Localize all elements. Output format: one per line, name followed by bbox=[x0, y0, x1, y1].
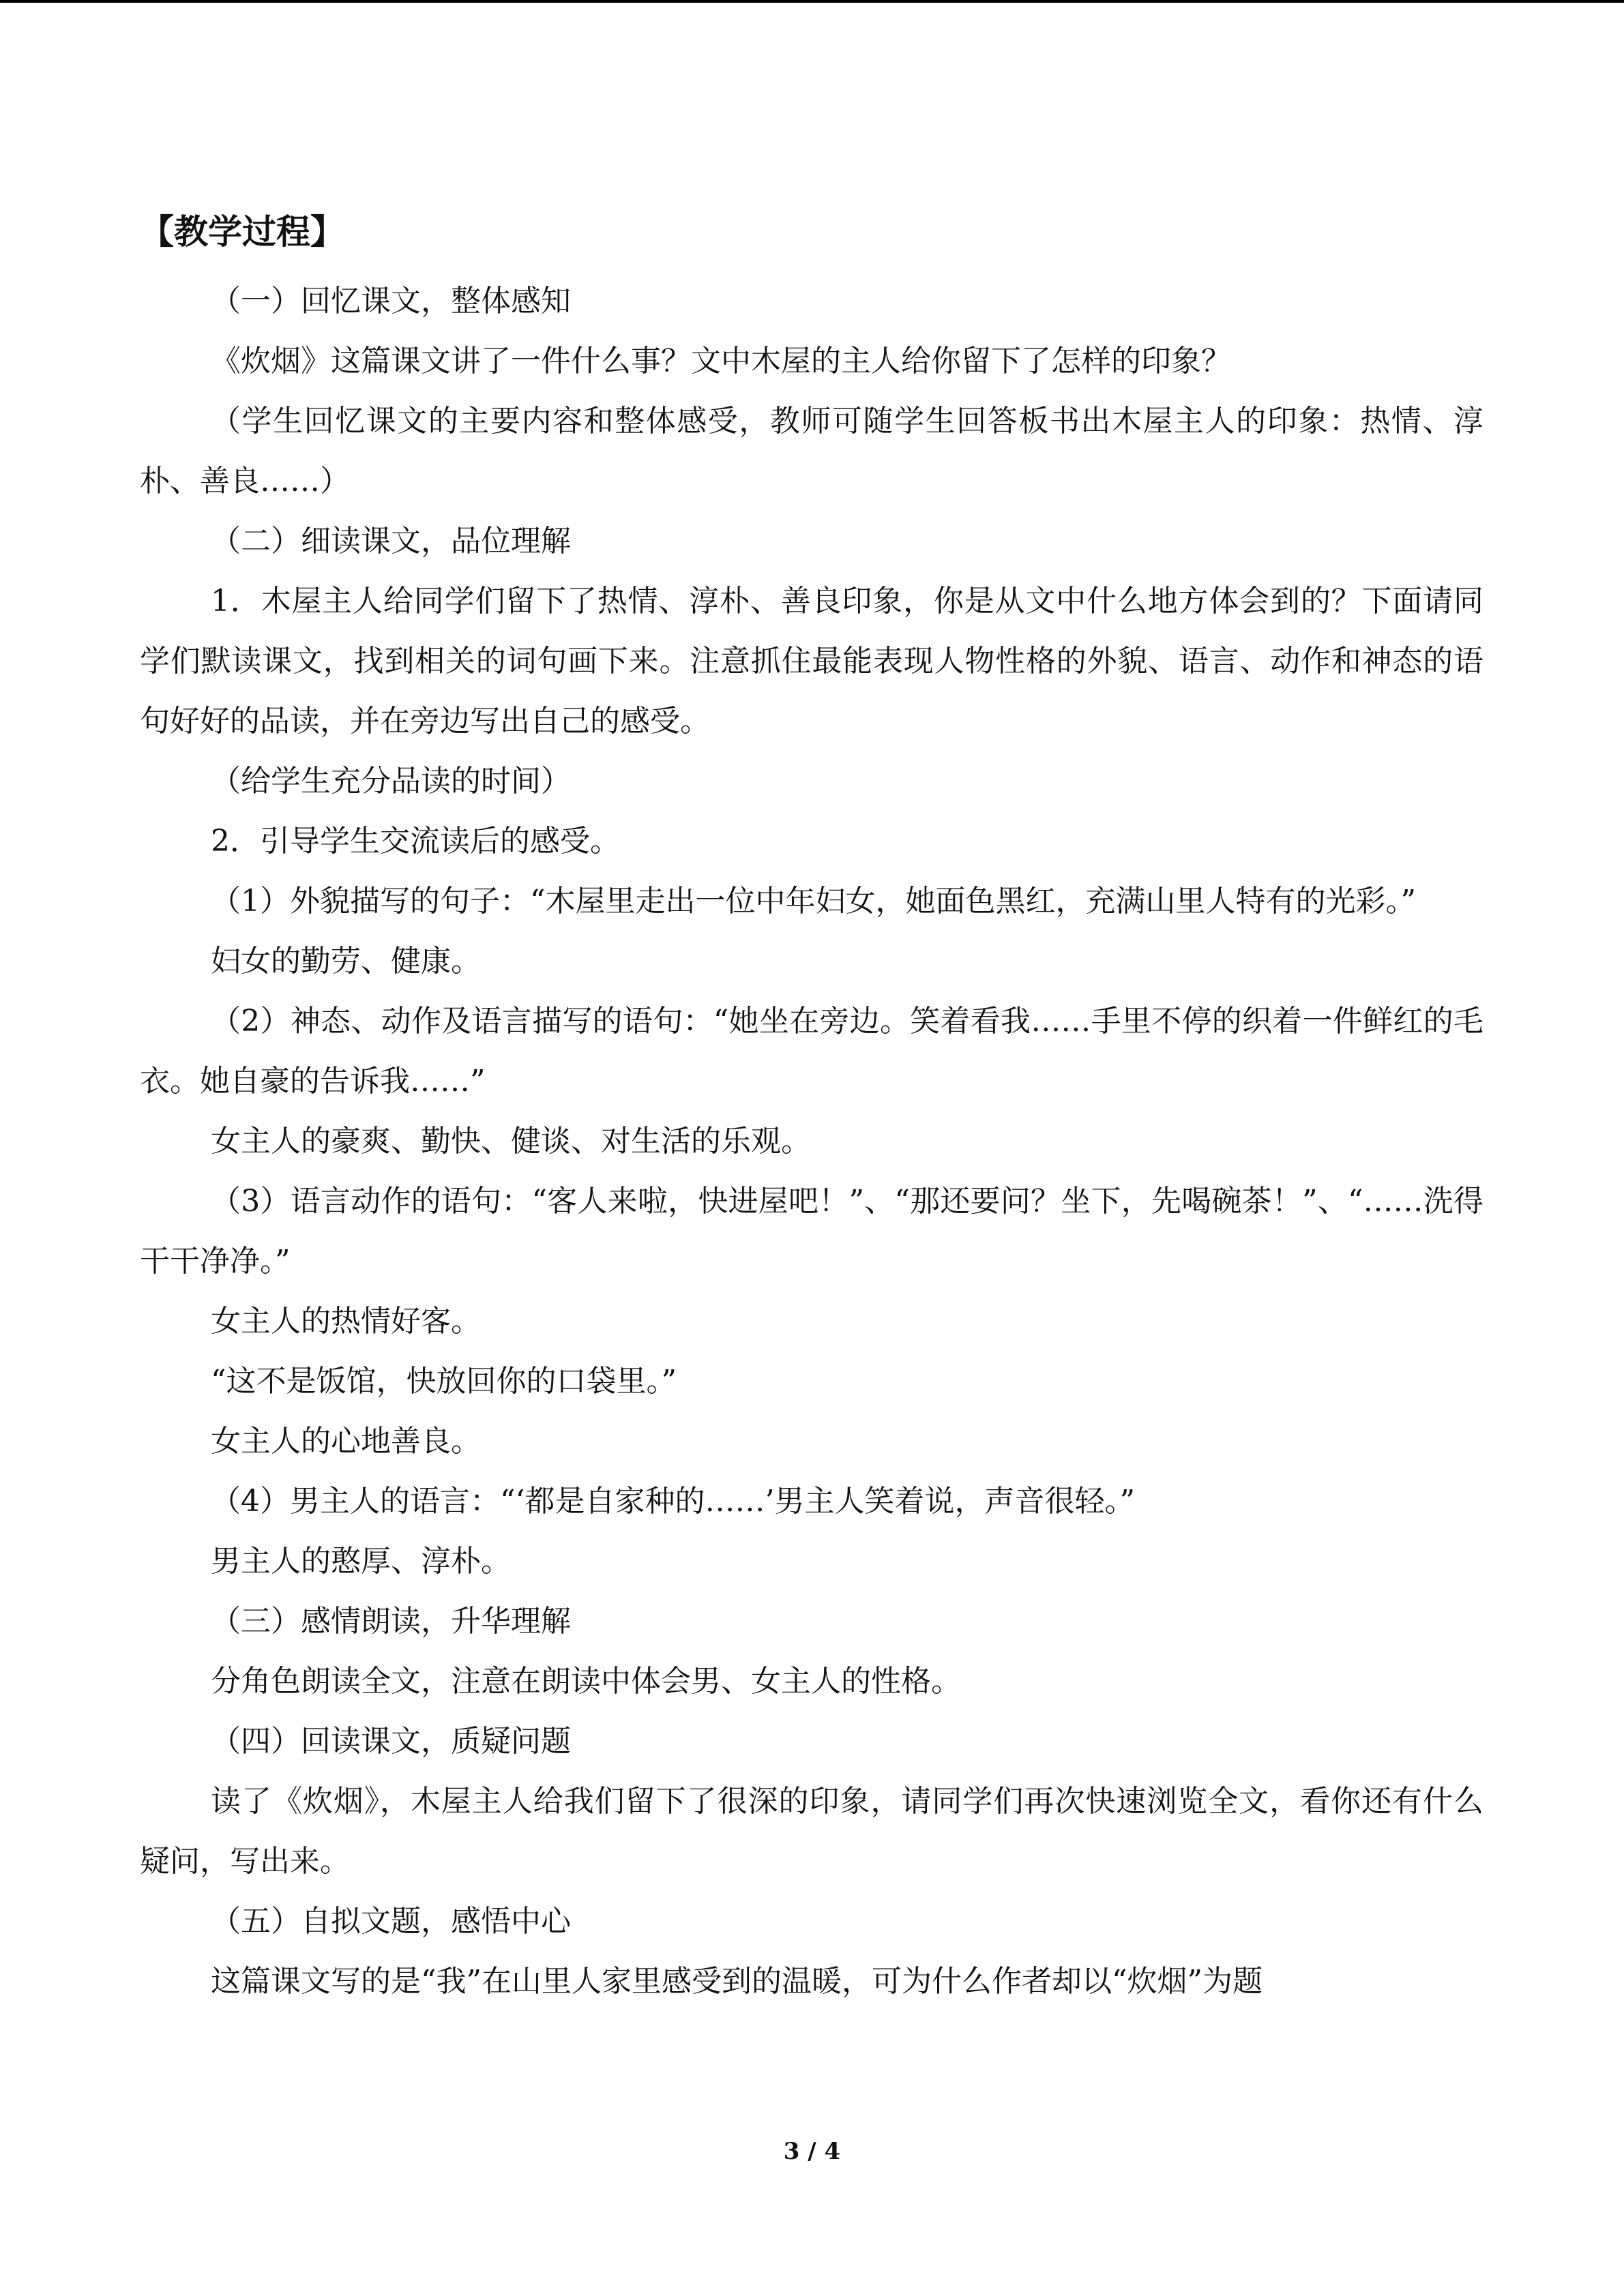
paragraph: 女主人的豪爽、勤快、健谈、对生活的乐观。 bbox=[211, 1124, 811, 1159]
paragraph: 女主人的心地善良。 bbox=[211, 1424, 481, 1459]
paragraph: 1．木屋主人给同学们留下了热情、淳朴、善良印象，你是从文中什么地方体会到的？下面请同学们默读课文，找到相关的词句画下来。注意抓住最能表现人物性格的外貌、语言、动作和神态的语句好好的品读，并在旁边写出自己的感受。 bbox=[140, 584, 1483, 739]
paragraph: 这篇课文写的是“我”在山里人家里感受到的温暖，可为什么作者却以“炊烟”为题 bbox=[211, 1964, 1263, 1999]
paragraph: （三）感情朗读，升华理解 bbox=[211, 1604, 571, 1639]
paragraph: （1）外貌描写的句子：“木屋里走出一位中年妇女，她面色黑红，充满山里人特有的光彩。” bbox=[211, 884, 1416, 919]
paragraph: 2．引导学生交流读后的感受。 bbox=[211, 824, 620, 859]
paragraph: 妇女的勤劳、健康。 bbox=[211, 944, 481, 979]
paragraph: 男主人的憨厚、淳朴。 bbox=[211, 1544, 511, 1579]
paragraph-list bbox=[140, 271, 1483, 2012]
paragraph: （二）细读课文，品位理解 bbox=[211, 524, 571, 558]
top-border-rule bbox=[0, 0, 1624, 3]
paragraph: （五）自拟文题，感悟中心 bbox=[211, 1904, 571, 1939]
paragraph: （学生回忆课文的主要内容和整体感受，教师可随学生回答板书出木屋主人的印象：热情、淳朴、善良……） bbox=[140, 404, 1483, 498]
paragraph: 读了《炊烟》，木屋主人给我们留下了很深的印象，请同学们再次快速浏览全文，看你还有什么疑问，写出来。 bbox=[140, 1784, 1483, 1879]
page-number: 3 / 4 bbox=[783, 2138, 841, 2165]
paragraph: （3）语言动作的语句：“客人来啦，快进屋吧！”、“那还要问？坐下，先喝碗茶！”、“……洗得干干净净。” bbox=[140, 1184, 1483, 1279]
paragraph: （给学生充分品读的时间） bbox=[211, 764, 571, 799]
paragraph: “这不是饭馆，快放回你的口袋里。” bbox=[211, 1364, 677, 1399]
paragraph: 分角色朗读全文，注意在朗读中体会男、女主人的性格。 bbox=[211, 1664, 961, 1699]
paragraph: 女主人的热情好客。 bbox=[211, 1304, 481, 1339]
paragraph: （4）男主人的语言：“‘都是自家种的……’男主人笑着说，声音很轻。” bbox=[211, 1484, 1135, 1519]
paragraph: （2）神态、动作及语言描写的语句：“她坐在旁边。笑着看我……手里不停的织着一件鲜红的毛衣。她自豪的告诉我……” bbox=[140, 1004, 1483, 1099]
paragraph: （一）回忆课文，整体感知 bbox=[211, 284, 571, 318]
page-content bbox=[140, 205, 1483, 2012]
paragraph: （四）回读课文，质疑问题 bbox=[211, 1724, 571, 1759]
paragraph: 《炊烟》这篇课文讲了一件什么事？文中木屋的主人给你留下了怎样的印象？ bbox=[211, 344, 1231, 378]
section-heading: 【教学过程】 bbox=[140, 212, 344, 252]
